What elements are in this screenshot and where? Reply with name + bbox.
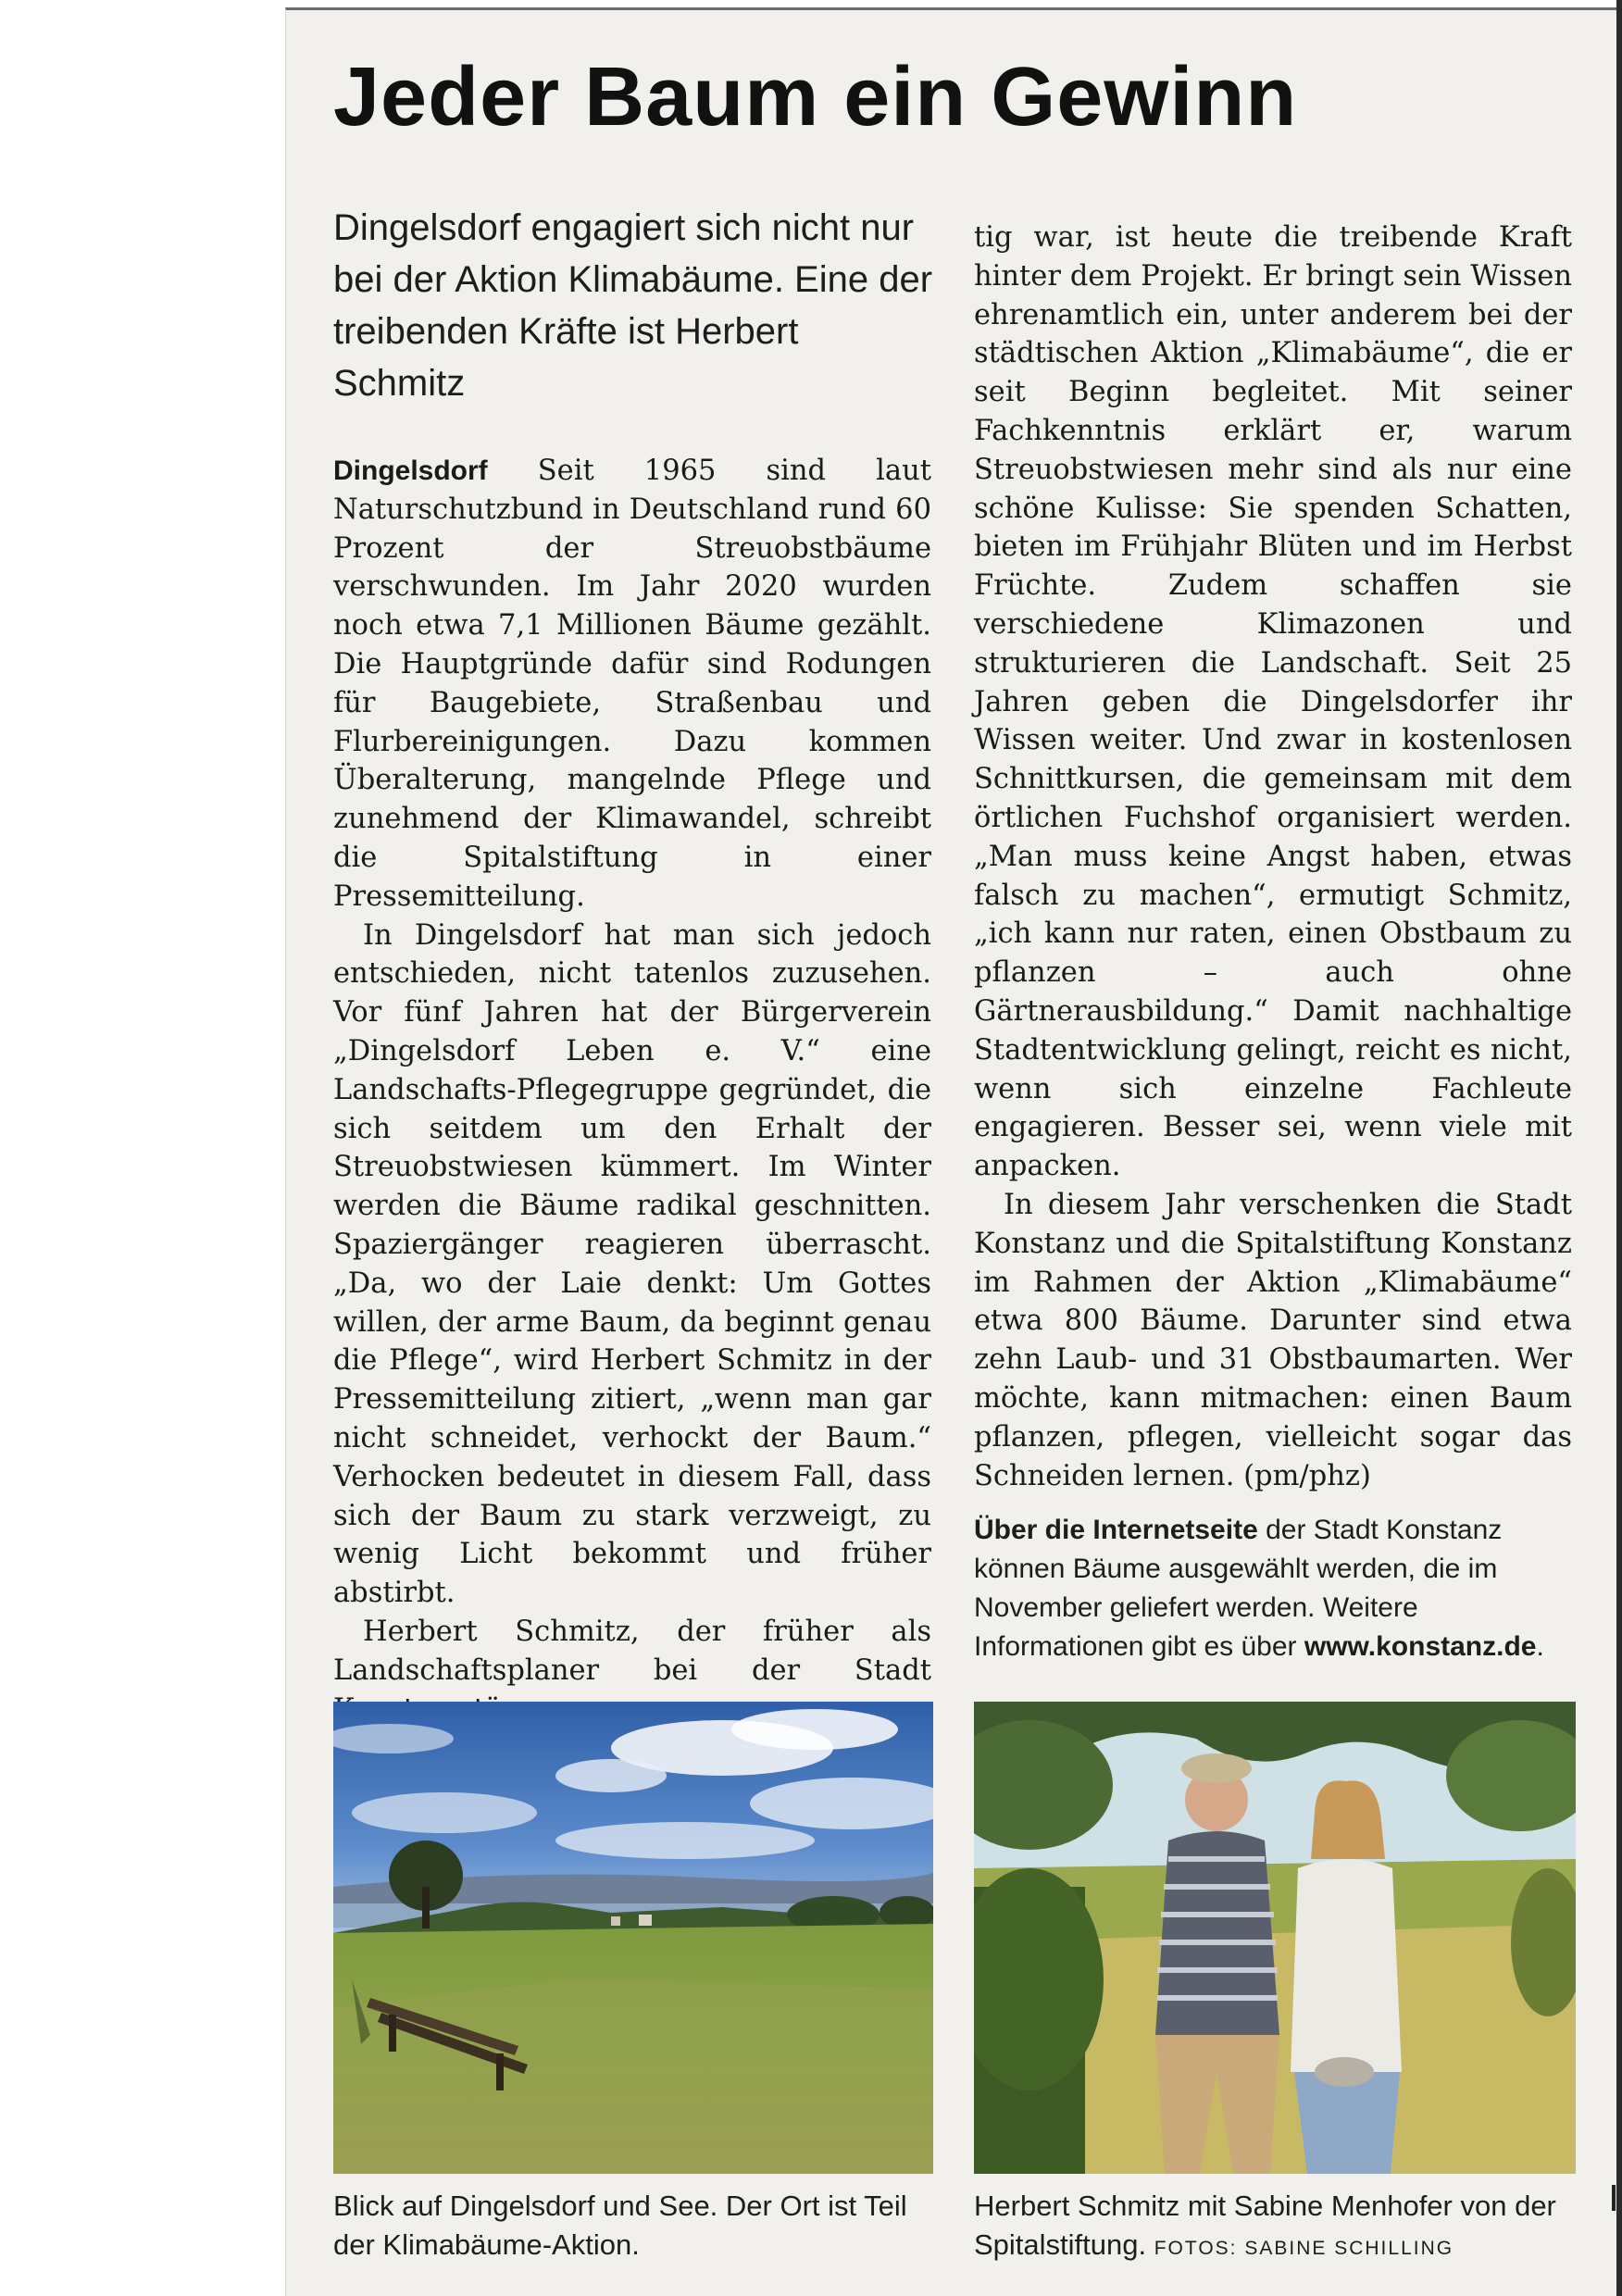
info-lead: Über die Internetseite [974, 1515, 1258, 1545]
info-end: . [1536, 1631, 1544, 1662]
paragraph-1 [333, 452, 931, 917]
headline: Jeder Baum ein Gewinn [333, 51, 1298, 144]
info-url[interactable]: www.konstanz.de [1304, 1631, 1537, 1662]
landscape-photo [333, 1702, 933, 2174]
paragraph-3-continued: tig war, ist heute die treibende Kraft hinter dem Projekt. Er bringt sein Wissen ehrenamtlich ein, unter anderem bei der städtischen Aktion „Klimabäume“, die er seit Beginn begleitet. Mit seiner Fachkenntnis erklärt er, warum Streuobstwiesen mehr sind als nur eine schöne Kulisse: Sie spenden Schatten, bieten im Frühjahr Blüten und im Herbst Früchte. Zudem schaffen sie verschiedene Klimazonen und strukturieren die Landschaft. Seit 25 Jahren geben die Dingelsdorfer ihr Wissen weiter. Und zwar in kostenlosen Schnittkursen, die gemeinsam mit dem örtlichen Fuchshof organisiert werden. „Man muss keine Angst haben, etwas falsch zu machen“, ermutigt Schmitz, „ich kann nur raten, einen Obstbaum zu pflanzen – auch ohne Gärtnerausbildung.“ Damit nachhaltige Stadtentwicklung gelingt, reicht es nicht, wenn sich einzelne Fachleute engagieren. Besser sei, wenn viele mit anpacken. [974, 221, 1572, 1183]
photo-caption-right-text: Herbert Schmitz mit Sabine Menhofer von der Spitalstiftung. [974, 2190, 1556, 2261]
article-column-right [974, 218, 1572, 1495]
paragraph-3: Herbert Schmitz, der früher als Landschaftsplaner bei der Stadt [333, 1615, 931, 1687]
teaser: Dingelsdorf engagiert sich nicht nur bei der Aktion Klimabäume. Eine der treibenden Kräfte ist Herbert Schmitz [333, 207, 933, 404]
photo-caption-right [974, 2187, 1585, 2268]
paragraph-2: In Dingelsdorf hat man sich jedoch entschieden, nicht tatenlos zuzusehen. Vor fünf Jahren hat der Bürgerverein „Dingelsdorf Leben e. V.“ eine Landschafts-Pflegegruppe gegründet, die sich seitdem um den Erhalt der Streuobstwiesen kümmert. Im Winter werden die Bäume radikal geschnitten. Spaziergänger reagieren überrascht. „Da, wo der Laie denkt: Um Gottes willen, der arme Baum, da beginnt genau die Pflege“, wird Herbert Schmitz in der Pressemitteilung zitiert, „wenn man gar nicht schneidet, verhockt der Baum.“ Verhocken bedeutet in diesem Fall, dass sich der Baum zu stark verzweigt, zu wenig Licht bekommt und früher abstirbt. [333, 918, 931, 1610]
paragraph-1-text: Seit 1965 sind laut Naturschutzbund in Deutschland rund 60 Prozent der Streuobstbäume verschwunden. Im Jahr 2020 wurden noch etwa 7,1 Millionen Bäume gezählt. Die Hauptgründe dafür sind Rodungen für Baugebiete, Straßenbau und Flurbereinigungen. Dazu kommen Überalterung, mangelnde Pflege und zunehmend der Klimawandel, schreibt die Spitalstiftung in einer Pressemitteilung. [333, 455, 931, 913]
article-column-left [333, 452, 931, 1728]
photo-credit: FOTOS: SABINE SCHILLING [1154, 2238, 1454, 2259]
info-box [974, 1511, 1576, 1666]
photo-caption-left: Blick auf Dingelsdorf und See. Der Ort ist Teil der Klimabäume-Aktion. [333, 2190, 907, 2261]
paragraph-4: In diesem Jahr verschenken die Stadt Konstanz und die Spitalstiftung Konstanz im Rahmen der Aktion „Klimabäume“ etwa 800 Bäume. Darunter sind etwa zehn Laub- und 31 Obstbaumarten. Wer möchte, kann mitmachen: einen Baum pflanzen, pflegen, vielleicht sogar das Schneiden lernen. (pm/phz) [974, 1188, 1572, 1492]
portrait-photo [974, 1702, 1576, 2174]
scan-edge [1616, 0, 1622, 2296]
info-text: der Stadt Konstanz können Bäume ausgewählt werden, die im November geliefert werden. Weitere Informationen gibt es über [974, 1515, 1503, 1662]
scan-mark [1612, 2185, 1616, 2211]
dateline: Dingelsdorf [333, 455, 488, 486]
